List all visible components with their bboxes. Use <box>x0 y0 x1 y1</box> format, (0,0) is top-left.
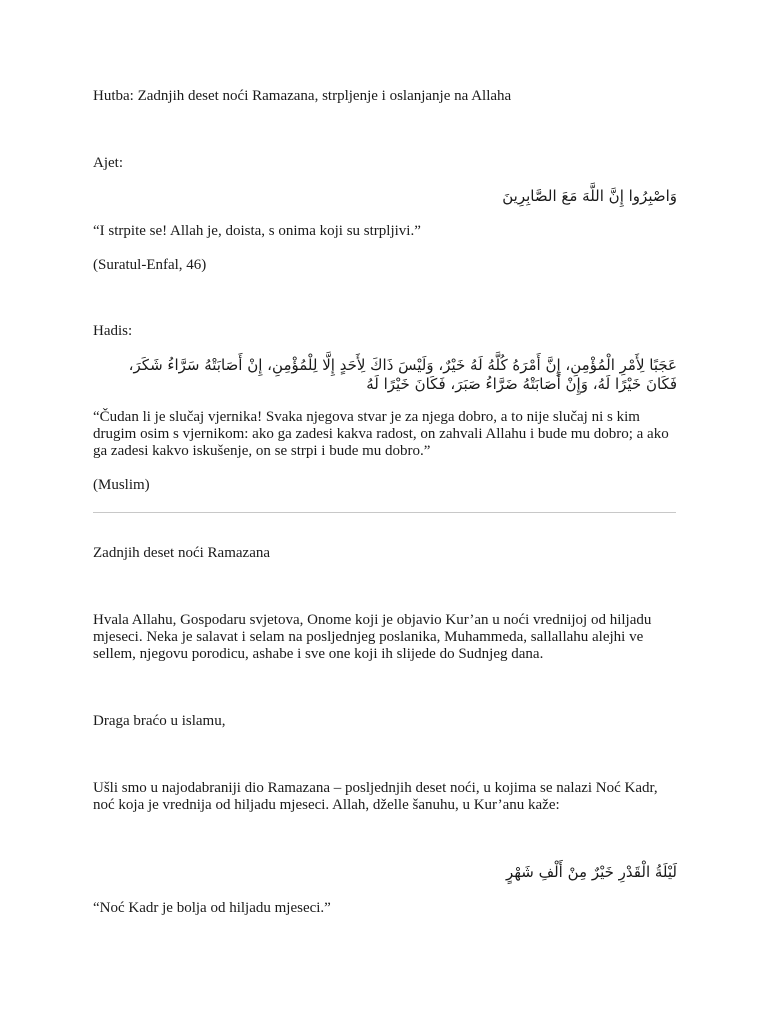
hadith-arabic: عَجَبًا لِأَمْرِ الْمُؤْمِنِ، إِنَّ أَمْرَهُ كُلَّهُ لَهُ خَيْرٌ، وَلَيْسَ ذَاكَ لِأَحَدٍ إِلَّا لِلْمُؤْمِنِ، إِنْ أَصَابَتْهُ سَرَّاءُ شَكَرَ، فَكَانَ خَيْرًا لَهُ، وَإِنْ أَصَابَتْهُ ضَرَّاءُ صَبَرَ، فَكَانَ خَيْرًا لَهُ <box>128 356 677 393</box>
ayah-arabic: وَاصْبِرُوا إِنَّ اللَّهَ مَعَ الصَّابِرِينَ <box>502 187 677 205</box>
greeting: Draga braćo u islamu, <box>93 713 226 729</box>
hadith-source: (Muslim) <box>93 477 150 493</box>
quran-arabic: لَيْلَةُ الْقَدْرِ خَيْرٌ مِنْ أَلْفِ شَهْرٍ <box>506 863 677 881</box>
section-heading: Zadnjih deset noći Ramazana <box>93 545 271 561</box>
section-divider <box>93 512 676 513</box>
ayah-label: Ajet: <box>93 155 123 171</box>
hadith-label: Hadis: <box>93 323 133 339</box>
intro-paragraph: Hvala Allahu, Gospodaru svjetova, Onome koji je objavio Kur’an u noći vrednijoj od hiljadu mjeseci. Neka je salavat i selam na posljednjeg poslanika, Muhammeda, sallallahu alejhi ve sellem, njegovu porodicu, ashabe i sve one koji ih slijede do Sudnjeg dana. <box>93 612 652 662</box>
document-title: Hutba: Zadnjih deset noći Ramazana, strpljenje i oslanjanje na Allaha <box>93 88 512 104</box>
ayah-source: (Suratul-Enfal, 46) <box>93 257 207 273</box>
quran-translation: “Noć Kadr je bolja od hiljadu mjeseci.” <box>93 900 331 916</box>
hadith-translation: “Čudan li je slučaj vjernika! Svaka njegova stvar je za njega dobro, a to nije slučaj ni s kim drugim osim s vjernikom: ako ga zadesi kakva radost, on zahvali Allahu i bude mu dobro; a ako ga zadesi kakvo iskušenje, on se strpi i bude mu dobro.” <box>93 409 669 459</box>
ayah-translation: “I strpite se! Allah je, doista, s onima koji su strpljivi.” <box>93 223 421 239</box>
body-paragraph: Ušli smo u najodabraniji dio Ramazana – posljednjih deset noći, u kojima se nalazi Noć Kadr, noć koja je vrednija od hiljadu mjeseci. Allah, dželle šanuhu, u Kur’anu kaže: <box>93 780 658 813</box>
